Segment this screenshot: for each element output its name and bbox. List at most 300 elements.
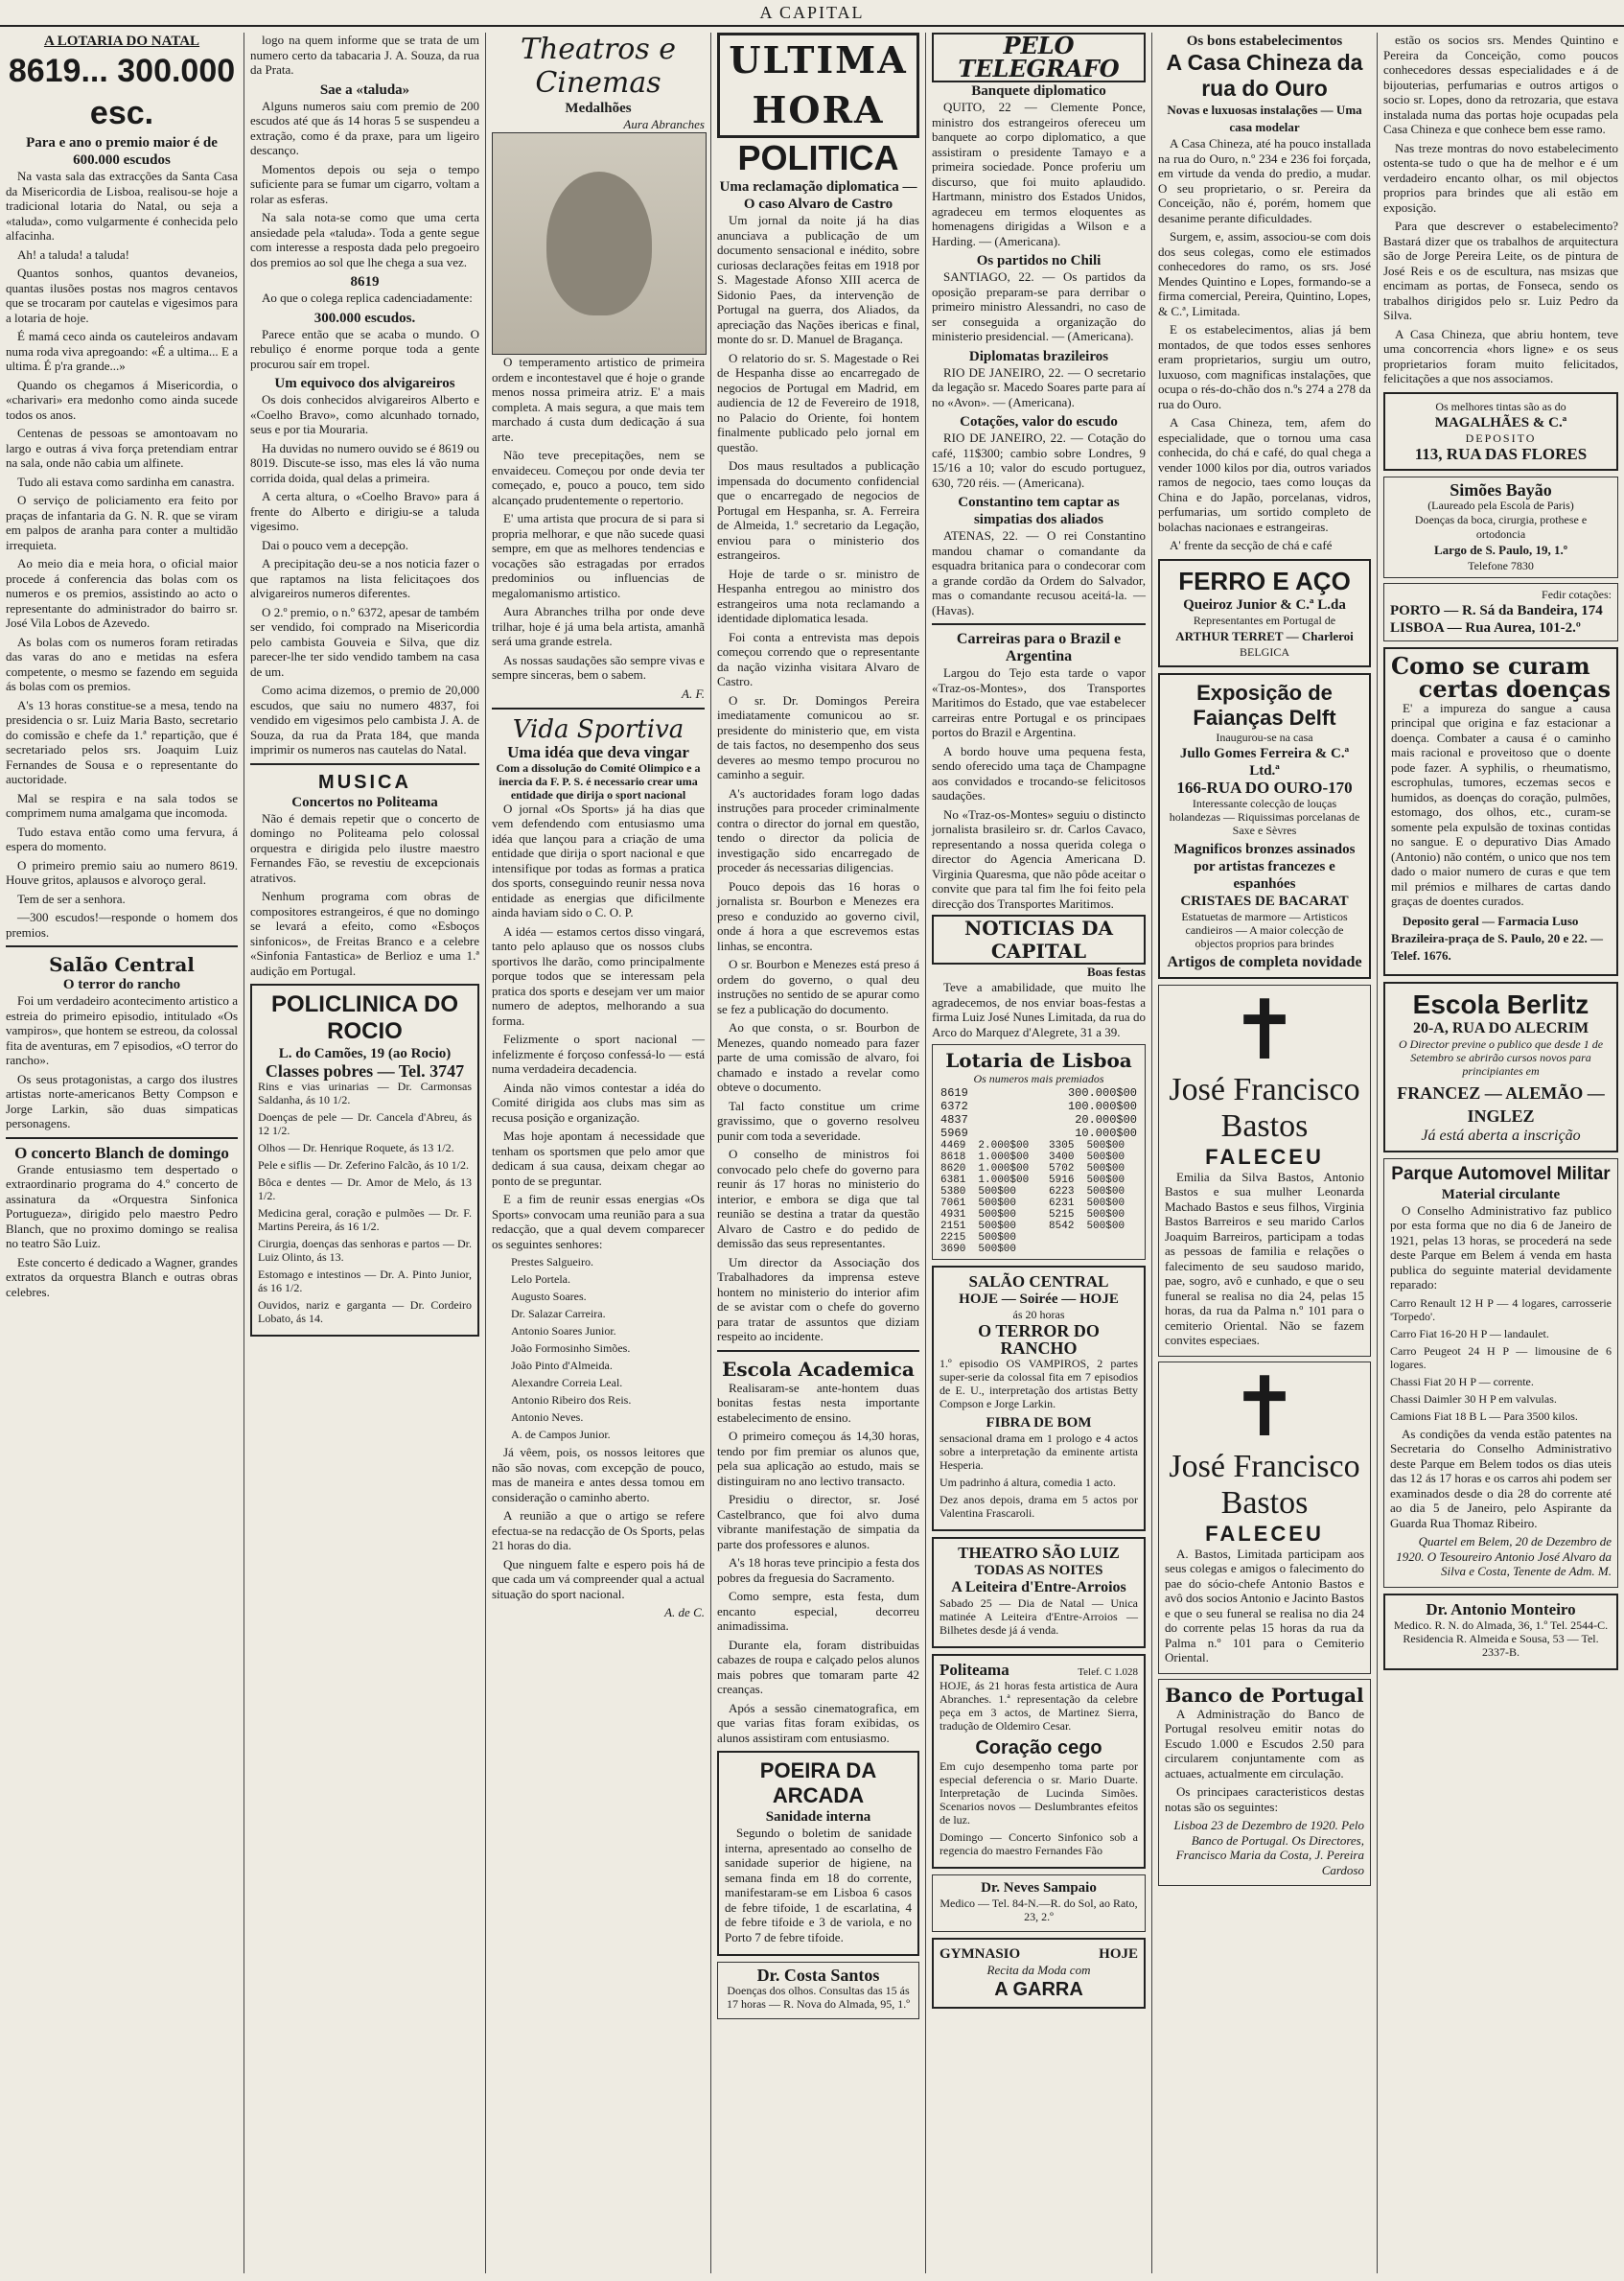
cross-icon: ✝ <box>1229 1359 1300 1455</box>
prize-amount: 10.000$00 <box>1075 1127 1137 1140</box>
paragraph: A Casa Chineza, até ha pouco installada na rua do Ouro, n.º 234 e 236 foi forçada, em virtude da venda do predio, a mudar. O seu proprietario, o sr. Pereira da Conceição, não é, porém, homem que desanime perante dificuldades. <box>1158 136 1371 225</box>
list-item: Antonio Soares Junior. <box>511 1324 616 1338</box>
berlitz-ad <box>1383 982 1618 1152</box>
sport-section-title: Vida Sportiva <box>512 714 684 744</box>
paragraph: Tudo estava então como uma fervura, á espera do momento. <box>6 824 238 853</box>
paragraph: As bolas com os numeros foram retiradas das varas do ano e metidas na esfera competente, o mesmo se fazendo em seguida ás bolas com os premios. <box>6 634 238 693</box>
prize-amount: 500$00 <box>1086 1221 1125 1232</box>
paragraph: Hoje de tarde o sr. ministro de Hespanha entregou ao ministro dos estrangeiros uma nota reclamando a identidade diplomatica lesada. <box>717 566 919 625</box>
ticket-number: 5380 <box>940 1186 966 1198</box>
film-description: sensacional drama em 1 prologo e 4 actos sobre a interpretação da eminente artista Hesperia. <box>940 1431 1138 1472</box>
section-title: MUSICA <box>318 771 411 793</box>
section-heading: Uma reclamação diplomatica — O caso Alvaro de Castro <box>719 179 917 212</box>
ticket-number: 6372 <box>940 1100 968 1113</box>
list-item: A. de Campos Junior. <box>511 1428 611 1441</box>
ad-brand: MAGALHÃES & C.ª <box>1434 414 1567 431</box>
paragraph: A's 13 horas constitue-se a mesa, tendo na presidencia o sr. Luiz Maria Basto, secretario do comissão e chefe da 1.ª repartição, que é secretariado pelos srs. Joaquim Luiz Fernandes de Sousa e o representante do auctoridade. <box>6 697 238 786</box>
ad-address: L. do Camões, 19 (ao Rocio) <box>278 1046 452 1061</box>
prize-amount: 500$00 <box>978 1209 1017 1221</box>
ferro-aco-ad <box>1158 559 1371 667</box>
section-heading: Sae a «taluda» <box>319 81 410 98</box>
prize-amount: 500$00 <box>1086 1140 1125 1152</box>
big-amount: 300.000 escudos. <box>313 310 416 326</box>
paragraph: A certa altura, o «Coelho Bravo» para á frente do Alberto e dirigiu-se a taluda vigesimo. <box>250 489 479 533</box>
noticias-banner: NOTICIAS DA CAPITAL <box>932 915 1146 965</box>
ad-title: Escola Berlitz <box>1412 989 1589 1019</box>
ad-title: Simões Bayão <box>1450 479 1552 500</box>
list-item: Augusto Soares. <box>511 1290 587 1303</box>
doctor-name: Dr. Neves Sampaio <box>981 1880 1097 1896</box>
ad-text: Artigos de completa novidade <box>1167 953 1362 970</box>
ad-text: Recita da Moda com <box>986 1963 1091 1977</box>
paragraph: Pouco depois das 16 horas o jornalista sr. Bourbon e Menezes era preso e conduzido ao governo civil, onde á hora a que escrevemos estas linhas, se encontra. <box>717 878 919 953</box>
paragraph: Os dois conhecidos alvigareiros Alberto e «Coelho Bravo», como alcunhado tornado, seus e por tia Mouraria. <box>250 392 479 436</box>
telegram-heading: Constantino tem captar as simpatias dos aliados <box>958 495 1120 527</box>
prize-amount: 20.000$00 <box>1075 1113 1137 1127</box>
big-number: 8619 <box>350 274 380 290</box>
paragraph: Ha duvidas no numero ouvido se é 8619 ou 8019. Discute-se isso, mas eles lá vão numa corrida doida, qual delas a primeira. <box>250 440 479 485</box>
ad-title: SALÃO CENTRAL <box>968 1272 1109 1291</box>
column-3 <box>486 33 710 2273</box>
ad-title: certas doenças <box>1418 674 1611 703</box>
paragraph: Surgem, e, assim, associou-se com dois dos seus colegas, como ele estimados conhecedores do ramo, os srs. José Mendes Quintino e Lopes, formando-se a firma comercial, Pereira, Quintino, Lopes, & C.ª, Limitada. <box>1158 229 1371 318</box>
paragraph: Centenas de pessoas se amontoavam no largo e outras á viva força pretendiam entrar na sala, onde não cabia um alfinete. <box>6 426 238 470</box>
portrait-photo <box>492 132 707 355</box>
telegram-heading: Os partidos no Chili <box>976 253 1102 268</box>
table-row <box>939 1221 1139 1232</box>
ad-line: Pele e siflis — Dr. Zeferino Falcão, ás 10 1/2. <box>258 1158 469 1172</box>
paragraph: No «Traz-os-Montes» seguiu o distincto jornalista brasileiro sr. dr. Carlos Cavaco, representando a nossa querida colega o director do Agencia Americana D. Virginia Quaresma, que não pôde aceitar o convite que para tal fim lhe foi feito pela direcção dos Transportes Maritimos. <box>932 806 1146 911</box>
divider <box>492 708 705 710</box>
ad-text: Já está aberta a inscrição <box>1421 1127 1581 1144</box>
ticket-number: 3690 <box>940 1244 966 1255</box>
telegram-heading: Diplomatas brazileiros <box>968 348 1109 364</box>
list-item: Lelo Portela. <box>511 1272 570 1286</box>
paragraph: Quando os chegamos á Misericordia, o «charivari» era medonho como ainda sucede todos os anos. <box>6 377 238 422</box>
column-7 <box>1378 33 1624 2273</box>
paragraph: Mas hoje apontam á necessidade que tenham os sportsmen que pelo amor que dedicam á sua causa, deixam chegar ao ponto de se preguntar. <box>492 1129 705 1188</box>
column-2 <box>244 33 485 2273</box>
paragraph: Ao que consta, o sr. Bourbon de Menezes, quando nomeado para fazer parte de uma comissão de alvaro, foi chamado e instado a revelar como obteve o documento. <box>717 1020 919 1094</box>
ad-text: Sabado 25 — Dia de Natal — Unica matinée A Leiteira d'Entre-Arroios — Bilhetes desde já á venda. <box>940 1596 1138 1637</box>
paragraph: Foi um verdadeiro acontecimento artistico a estreia do primeiro episodio, intitulado «Os vampiros», que hontem se estreou, da colossal fita de aventuras, em 7 episodios, «O terror do rancho». <box>6 993 238 1067</box>
banco-portugal-notice <box>1158 1679 1371 1887</box>
section-heading: Boas festas <box>1086 965 1146 979</box>
telegram-heading: Banquete diplomatico <box>971 83 1106 99</box>
table-row <box>939 1175 1139 1186</box>
ad-title: Exposição de Faianças Delft <box>1193 680 1336 730</box>
ad-title: THEATRO SÃO LUIZ <box>958 1544 1120 1562</box>
prize-amount: 500$00 <box>978 1232 1017 1244</box>
ad-phone: Classes pobres — Tel. 3747 <box>265 1061 465 1081</box>
ticket-number: 8542 <box>1049 1221 1075 1232</box>
paragraph: É mamá ceco ainda os cauteleiros andavam numa roda viva apregoando: «É a ultima... E a ultima. É p'ra grande...» <box>6 329 238 373</box>
prize-amount: 500$00 <box>1086 1163 1125 1175</box>
doctor-details: Medico. R. N. do Almada, 36, 1.º Tel. 2544-C. Residencia R. Almeida e Sousa, 53 — Tel. 2337-B. <box>1393 1618 1609 1659</box>
paragraph: O primeiro premio saiu ao numero 8619. Houve gritos, aplausos e alvoroço geral. <box>6 857 238 887</box>
ultima-hora-banner: ULTIMA HORA <box>717 33 919 138</box>
parque-automovel-notice <box>1383 1158 1618 1588</box>
paragraph: Mal se respira e na sala todos se comprimem numa amalgama que incomoda. <box>6 790 238 820</box>
ad-text: Inaugurou-se na casa <box>1216 730 1313 744</box>
ad-address: LISBOA — Rua Aurea, 101-2.º <box>1390 619 1581 636</box>
masthead <box>0 0 1624 27</box>
list-item: Antonio Neves. <box>511 1410 584 1424</box>
ad-title: FERRO E AÇO <box>1178 566 1351 595</box>
prize-amount: 500$00 <box>1086 1152 1125 1163</box>
paragraph: Largou do Tejo esta tarde o vapor «Traz-os-Montes», dos Transportes Maritimos do Estado, que vae estabelecer carreiras entre Portugal e os principaes portos do Brazil e Argentina. <box>932 665 1146 739</box>
ticket-number: 4469 <box>940 1140 966 1152</box>
ticket-number: 2215 <box>940 1232 966 1244</box>
politica-title: POLITICA <box>737 138 899 177</box>
ad-title: POLICLINICA DO ROCIO <box>270 991 459 1044</box>
prize-amount: 500$00 <box>978 1244 1017 1255</box>
paragraph: RIO DE JANEIRO, 22. — Cotação do café, 11$300; cambio sobre Londres, 9 15/16 a 10; valor do escudo portuguez, 630, 720 réis. — (Americana). <box>932 431 1146 490</box>
paragraph: A Administração do Banco de Portugal resolveu emitir notas do Escudo 1.000 e Escudos 2.50 para circularem conjuntamente com as actuaes, actualmente em circulação. <box>1165 1706 1364 1781</box>
ad-languages: FRANCEZ — ALEMÃO — INGLEZ <box>1397 1082 1605 1126</box>
lottery-title: Lotaria de Lisboa <box>945 1049 1132 1072</box>
box-title: POEIRA DA ARCADA <box>759 1758 877 1807</box>
ad-title: GYMNASIO <box>940 1946 1021 1962</box>
prize-amount: 100.000$00 <box>1067 1100 1137 1113</box>
ad-address: Largo de S. Paulo, 19, 1.º <box>1434 542 1567 557</box>
signature: Lisboa 23 de Dezembro de 1920. Pelo Banco de Portugal. Os Directores, Francisco Maria da Costa, J. Pereira Cardoso <box>1173 1818 1364 1877</box>
magalhaes-ad <box>1383 392 1618 471</box>
section-subheading: Com a dissolução do Comité Olimpico e a inercia da F. P. S. é necessario crear uma entidade que dirija o sport nacional <box>496 760 701 802</box>
paragraph: A Casa Chineza, que abriu hontem, teve uma concorrencia «hors ligne» e os seus proprietarios foram muito felicitados, felicitações a que nos associamos. <box>1383 326 1618 385</box>
paragraph: SANTIAGO, 22. — Os partidos da oposição preparam-se para derribar o primeiro ministro Alessandri, no caso de ser conseguida a organização do ministerio presidencial. — (Americana). <box>932 269 1146 343</box>
ticket-number: 8620 <box>940 1163 966 1175</box>
lottery-results <box>932 1044 1146 1260</box>
ad-text: Fedir cotações: <box>1542 587 1612 601</box>
ad-address: 166-RUA DO OURO-170 <box>1176 778 1353 797</box>
play-title: A GARRA <box>994 1979 1083 2000</box>
paragraph: A. Bastos, Limitada participam aos seus colegas e amigos o falecimento do pae do sócio-chefe Antonio Bastos e avô dos socios Antonio e Jacinto Bastos e que o seu funeral se realisa no dia 24 do corrente pelas 15 horas da rua da Palma n.º 101 para o Cemiterio Oriental. <box>1165 1546 1364 1664</box>
paragraph: E' a impureza do sangue a causa principal que origina e faz estacionar a doença. Combater a causa é o caminho mais racional e proveitoso que o doente pode fazer. A syphilis, o rheumatismo, escrophulas, tumores, eczemas secos e humidos, as doenças do coração, pulmões, estomago, dos olhos, etc., curam-se somente pela expulsão de toxinas contidas no sangue. E o depurativo Dias Amado (Antonio) não contém, o unico que nos tem dado o maior numero de curas e que tem mil prémios e milhares de cartas dando graças de doentes curados. <box>1391 700 1611 908</box>
table-row <box>939 1100 1139 1113</box>
obituary <box>1158 982 1371 1357</box>
ticket-number: 6223 <box>1049 1186 1075 1198</box>
ticket-number: 4837 <box>940 1113 968 1127</box>
ticket-number: 6381 <box>940 1175 966 1186</box>
ad-line: Medicina geral, coração e pulmões — Dr. F. Martins Pereira, ás 16 1/2. <box>258 1206 472 1233</box>
ad-address: 113, RUA DAS FLORES <box>1414 444 1588 463</box>
prize-amount: 2.000$00 <box>978 1140 1030 1152</box>
ad-address: 20-A, RUA DO ALECRIM <box>1412 1019 1589 1036</box>
theatre-subtitle: Medalhões <box>565 101 632 116</box>
ad-title: Como se curam <box>1391 651 1590 680</box>
paragraph: Aura Abranches trilha por onde deve trilhar, hoje é já uma bela artista, amanhã será uma grande estrela. <box>492 604 705 648</box>
obituary-heading: FALECEU <box>1205 1144 1324 1169</box>
bayao-ad <box>1383 477 1618 578</box>
divider <box>6 945 238 947</box>
paragraph: A reunião a que o artigo se refere efectua-se na redacção de Os Sports, pelas 21 horas do dia. <box>492 1508 705 1552</box>
doctor-details: Medico — Tel. 84-N.—R. do Sol, ao Rato, 23, 2.º <box>940 1897 1138 1923</box>
paragraph: Alguns numeros saiu com premio de 200 escudos até que ás 14 horas 5 se suspendeu a extração, como é da praxe, para um ligeiro descanço. <box>250 98 479 157</box>
paragraph: O relatorio do sr. S. Magestade o Rei de Hespanha disse ao encarregado de negocios de Portugal em Madrid, em audiencia de 12 de Fevereiro de 1918, no Palacio do Oriente, foi hontem finalmente publicado pelo jornal em questão. <box>717 350 919 454</box>
ticket-number: 3305 <box>1049 1140 1075 1152</box>
paragraph: Foi conta a entrevista mas depois começou correndo que o representante da nação vizinha visitara Alvaro de Castro. <box>717 629 919 688</box>
paragraph: Parece então que se acaba o mundo. O rebuliço é enorme porque toda a gente procurou saír em tropel. <box>250 326 479 371</box>
ad-line: Doenças de pele — Dr. Cancela d'Abreu, ás 12 1/2. <box>258 1110 472 1137</box>
notice-subtitle: Material circulante <box>1441 1186 1561 1202</box>
ad-brand: ARTHUR TERRET — Charleroi <box>1175 628 1354 643</box>
paragraph: A Casa Chineza, tem, afem do especialidade, que o tornou uma casa conhecida, do chá e café, do qual chega a vender 1000 kilos por dia, outros variados ramos de negocio, taes como louças da China e do Japão, porcelanas, vidros, perfumarias, um sortido completo de bolachas nacionaes e estrangeiras. <box>1158 415 1371 534</box>
divider <box>717 1350 919 1352</box>
prize-amount: 1.000$00 <box>978 1163 1030 1175</box>
column-5 <box>926 33 1151 2273</box>
table-row <box>939 1086 1139 1100</box>
ticket-number: 7061 <box>940 1198 966 1209</box>
paragraph: Quantos sonhos, quantos devaneios, quantas ilusões postas nos magros centavos que se trocaram por cautelas e vigesimos para a lotaria de hoje. <box>6 266 238 325</box>
ad-text: HOJE, ás 21 horas festa artistica de Aura Abranches. 1.ª representação da celebre peça em 3 actos, de Martinez Sierra, tradução de Oldemiro Cesar. <box>940 1679 1138 1733</box>
obituary <box>1158 1359 1371 1674</box>
prize-amount: 500$00 <box>978 1221 1017 1232</box>
prize-amount: 500$00 <box>978 1186 1017 1198</box>
paragraph: A's 18 horas teve principio a festa dos pobres da freguesia do Sacramento. <box>717 1555 919 1585</box>
prize-amount: 500$00 <box>1086 1186 1125 1198</box>
paragraph: ATENAS, 22. — O rei Constantino mandou chamar o comandante da esquadra britanica para o condecorar com a grande cordão da Ordem do Salvador, mas o comandante recusou aceitá-la. — (Havas). <box>932 528 1146 617</box>
monteiro-ad <box>1383 1594 1618 1670</box>
ad-title: Politeama <box>940 1661 1009 1679</box>
paragraph: logo na quem informe que se trata de um numero certo da tabacaria J. A. Souza, da rua da Prata. <box>250 33 479 77</box>
ad-line: Olhos — Dr. Henrique Roquete, ás 13 1/2. <box>258 1141 454 1154</box>
list-item: Dr. Salazar Carreira. <box>511 1307 606 1320</box>
paragraph: O jornal «Os Sports» já ha dias que vem defendendo com entusiasmo uma idéa que lançou para a criação de uma entidade que dirija o sport nacional e que intensifique por todas as formas a pratica dos sports, conseguindo reunir nessa nova entidade as energias que dificilmente ainda haviam sido o C. O. P. <box>492 801 705 919</box>
paragraph: Tudo ali estava como sardinha em canastra. <box>17 474 235 489</box>
paragraph: Como sempre, esta festa, dum encanto especial, decorreu animadissima. <box>717 1589 919 1633</box>
paragraph: O conselho de ministros foi convocado pelo chefe do governo para reunir ás 17 horas no ministerio do interior, e embora se diga que tal reunião se destina a tratar da questão Alvaro de Castro e do pedido de demissão das seus representantes. <box>717 1147 919 1250</box>
doctor-details: Doenças dos olhos. Consultas das 15 ás 17 horas — R. Nova do Almada, 95, 1.º <box>726 1984 911 2011</box>
paragraph: A bordo houve uma pequena festa, sendo oferecido uma taça de Champagne aos convidados e trocando-se felicitosos saudações. <box>932 743 1146 803</box>
paragraph: Segundo o boletim de sanidade interna, apresentado ao conselho de sanidade superior de higiene, na semana finda em 18 do corrente, manifestaram-se em Lisboa 6 casos de febre tifoide, 1 de escarlatina, 4 de febre tifoide e 3 de variola, e no Porto 7 de febre tifoide. <box>725 1826 912 1944</box>
ad-line: Bôca e dentes — Dr. Amor de Melo, ás 13 1/2. <box>258 1175 472 1202</box>
invitee-list <box>492 1255 705 1441</box>
list-item: João Pinto d'Almeida. <box>511 1359 613 1372</box>
paragraph: Para que descrever o estabelecimento? Bastará dizer que os trabalhos de arquitectura são de Jorge Pereira Leite, os de pintura de José Reis e os de escultura, nas msizas que encimam as portas, de Fonseca, sendo os trabalhos dirigidos pelo sr. Luiz Pedro da Silva. <box>1383 219 1618 322</box>
ad-firm: Queiroz Junior & C.ª L.da <box>1183 596 1346 613</box>
signature: A. F. <box>682 686 705 701</box>
paragraph: O serviço de policiamento era feito por praças de infantaria da G. N. R. que se viram em palpos de aranha para conter a multidão irrequieta. <box>6 493 238 552</box>
table-row <box>939 1140 1139 1152</box>
deceased-name: José Francisco <box>1169 1071 1360 1107</box>
section-subtitle: O terror do rancho <box>62 977 181 992</box>
play-title: A Leiteira d'Entre-Arroios <box>951 1579 1126 1595</box>
prize-amount: 500$00 <box>978 1198 1017 1209</box>
obituary-heading: FALECEU <box>1205 1521 1324 1546</box>
film-title: O TERROR DO RANCHO <box>978 1321 1100 1358</box>
paragraph: O temperamento artistico de primeira ordem e incontestavel que é hoje o grande menos nossa primeira atriz. E' a mais completa. A mais segura, a que mais tem marchado á custa dum dedicação á sua arte. <box>492 355 705 444</box>
paragraph: Na vasta sala das extracções da Santa Casa da Misericordia de Lisboa, realisou-se hoje a tradicional lotaria do Natal, ou seja a «taluda», como vulgarmente é conhecida pelo alfacinha. <box>6 169 238 243</box>
paragraph: Após a sessão cinematografica, em que varias fitas foram exibidas, os alunos assistiram com entusiasmo. <box>717 1700 919 1745</box>
section-heading: Uma idéa que deva vingar <box>507 742 689 761</box>
deceased-name: Bastos <box>1220 1107 1309 1144</box>
ticket-number: 6231 <box>1049 1198 1075 1209</box>
telegram-heading: Cotações, valor do escudo <box>960 414 1118 430</box>
paragraph: O Conselho Administrativo faz publico por esta forma que no dia 6 de Janeiro de 1921, pelas 13 horas, se procederá na sede deste Parque em Belem á venda em hasta publica do seguinte material devidamente reparado: <box>1390 1202 1612 1292</box>
paragraph: Grande entusiasmo tem despertado o extraordinario programa do 4.º concerto de assinatura da «Orquestra Sinfonica Portugueza», dirigido pelo maestro Pedro Blanch, que no proximo domingo se realisa no teatro São Luiz. <box>6 1161 238 1250</box>
notice-title: Parque Automovel Militar <box>1391 1163 1611 1184</box>
divider <box>250 763 479 765</box>
deceased-name: José Francisco <box>1169 1448 1360 1484</box>
ticket-number: 8618 <box>940 1152 966 1163</box>
kicker: A LOTARIA DO NATAL <box>43 34 200 49</box>
doctor-name: Dr. Costa Santos <box>756 1966 880 1985</box>
ad-firm: Jullo Gomes Ferreira & C.ª Ltd.ª <box>1179 745 1350 779</box>
list-item: Antonio Ribeiro dos Reis. <box>511 1393 632 1407</box>
ticket-number: 5916 <box>1049 1175 1075 1186</box>
paragraph: O sr. Bourbon e Menezes está preso á ordem do governo, o qual deu instruções no sentido de se apurar como se fez a publicação do documento. <box>717 957 919 1016</box>
paragraph: Ao que o colega replica cadenciadamente: <box>262 291 473 305</box>
signature: Quartel em Belem, 20 de Dezembro de 1920. O Tesoureiro Antonio José Alvaro da Silva e Costa, Tenente de Adm. M. <box>1396 1534 1612 1578</box>
theatre-subject: Aura Abranches <box>623 117 705 131</box>
film-description: Dez anos depois, drama em 5 actos por Valentina Frascaroli. <box>940 1493 1138 1520</box>
ad-time: ás 20 horas <box>1012 1308 1065 1321</box>
ad-country: BELGICA <box>1240 644 1289 659</box>
ticket-number: 3400 <box>1049 1152 1075 1163</box>
paragraph: E a fim de reunir essas energias «Os Sports» convocam uma reunião para a sua redacção, que a qual devem comparecer os seguintes senhores: <box>492 1192 705 1251</box>
notice-title: Banco de Portugal <box>1165 1683 1364 1707</box>
column-1 <box>0 33 244 2273</box>
section-title: A Casa Chineza da rua do Ouro <box>1166 50 1363 101</box>
table-row <box>939 1186 1139 1198</box>
section-subtitle: Novas e luxuosas instalações — Uma casa modelar <box>1167 103 1362 134</box>
ad-text: O Director previne o publico que desde 1 de Setembro se abrirão cursos novos para principiantes em <box>1398 1036 1604 1078</box>
paragraph: Os principaes caracteristicos destas notas são os seguintes: <box>1165 1784 1364 1814</box>
kicker: Os bons estabelecimentos <box>1186 34 1343 49</box>
paragraph: A precipitação deu-se a nos noticia fazer o que raptamos na lista felicitaçoes dos alvigareiros numeros diferentes. <box>250 556 479 600</box>
paragraph: —300 escudos!—responde o homem dos premios. <box>6 910 238 940</box>
ad-text: Magnificos bronzes assinados por artistas francezes e espanhóes <box>1173 841 1356 892</box>
ad-address: PORTO — R. Sá da Bandeira, 174 <box>1390 602 1603 618</box>
ticket-number: 2151 <box>940 1221 966 1232</box>
paragraph: Realisaram-se ante-hontem duas bonitas festas nesta importante estabelecimento de ensino. <box>717 1380 919 1425</box>
paragraph: Tal facto constitue um crime gravissimo, que o governo resolveu punir com toda a severidade. <box>717 1098 919 1143</box>
subheadline: Para e ano o premio maior é de 600.000 escudos <box>26 135 218 168</box>
paragraph: A idéa — estamos certos disso vingará, tanto pelo aplauso que os nossos clubs sportivos lhe darão, como principalmente porque todos que se interessam pela pratica dos sports e desejam ver um maior numero de adeptos, melhorando a sua forma. <box>492 923 705 1028</box>
ad-text: Em cujo desempenho toma parte por especial deferencia o sr. Mario Duarte. Interpretação de Lucinda Simões. Scenarios novos — Deslumbrantes efeitos de luz. <box>940 1759 1138 1827</box>
delft-ad <box>1158 673 1371 979</box>
ad-text: Doenças da boca, cirurgia, prothese e ortodoncia <box>1414 512 1588 541</box>
portrait-face <box>546 172 652 315</box>
ticket-number: 5969 <box>940 1127 968 1140</box>
section-title: O concerto Blanch de domingo <box>14 1143 229 1162</box>
sao-luiz-ad <box>932 1537 1146 1648</box>
paragraph: Felizmente o sport nacional — infelizmente é forçoso confessá-lo — está numa verdadeira decadencia. <box>492 1032 705 1076</box>
section-subtitle: Concertos no Politeama <box>291 794 438 810</box>
list-item: Chassi Daimler 30 H P em valvulas. <box>1390 1391 1557 1406</box>
paragraph: As condições da venda estão patentes na Secretaria do Conselho Administrativo deste Parque em Belem todos os dias uteis das 12 ás 17 horas e os carros ahi podem ser examinados desde o dia 28 do corrente até ao dia 5 de Janeiro, pelo Aspirante da Guarda Rua Thomaz Ribeiro. <box>1390 1426 1612 1530</box>
neves-sampaio-ad <box>932 1874 1146 1932</box>
paragraph: Não teve precepitações, nem se envaideceu. Começou por onde devia ter começado, e, pouco a pouco, tem sido alcançado prudentemente o repertorio. <box>492 448 705 507</box>
paragraph: Teve a amabilidade, que muito lhe agradecemos, de nos enviar boas-festas a firma Luiz José Nunes Limitada, da rua do Arco do Marquez d'Alegrete, 31 a 39. <box>932 980 1146 1039</box>
paragraph: Dai o pouco vem a decepção. <box>262 537 409 552</box>
deceased-name: Bastos <box>1220 1484 1309 1521</box>
paragraph: Que ninguem falte e espero pois há de que cada um vá compreender qual a actual situação do sport nacional. <box>492 1556 705 1601</box>
paragraph: Como acima dizemos, o premio de 20,000 escudos, que saiu no numero 4837, foi vendido em vigesimos pelo cambista J. A. de Souza, da rua da Prata 184, que manda imprimir os numeros nas cautelas do Natal. <box>250 683 479 756</box>
paragraph: Momentos depois ou seja o tempo suficiente para se fumar um cigarro, voltam a rolar as esferas. <box>250 161 479 206</box>
paragraph: Não é demais repetir que o concerto de domingo no Politeama pelo colossal orquestra e dirigida pelo ilustre maestro Fernandes Fão, se revestiu de excepcionais atrativos. <box>250 810 479 885</box>
poeira-arcada-box <box>717 1751 919 1956</box>
paragraph: Ainda não vimos contestar a idéa do Comité dirigida aos clubs mas sim as recusa posição e organização. <box>492 1080 705 1125</box>
section-title: Escola Academica <box>722 1357 915 1381</box>
paragraph: Presidiu o director, sr. José Castelbranco, que foi alvo duma vibrante manifestação de simpatia da parte dos professores e alunos. <box>717 1492 919 1551</box>
ad-text: Deposito geral — Farmacia Luso Brazileira-praça de S. Paulo, 20 e 22. — Telef. 1676. <box>1391 913 1603 963</box>
paragraph: estão os socios srs. Mendes Quintino e Pereira da Conceição, como poucos conhecedores dessas especialidades e á de bijouterias, perfumarias e outros artigos o socio sr. Lopes, dono da retrozaria, que estava instalada numa das portas hoje ocupadas pela Casa Chineza e que conhece bem esse ramo. <box>1383 33 1618 136</box>
paragraph: Ao meio dia e meia hora, o oficial maior procede á conferencia das bolas com os numeros e os premios, assistindo ao acto o representante do administrador do bairro sr. José Vila Lobos de Azevedo. <box>6 556 238 630</box>
paragraph: O primeiro começou ás 14,30 horas, tendo por fim premiar os alunos que, pela sua aplicação ao estudo, mais se distinguiram no ano lectivo transacto. <box>717 1429 919 1488</box>
ad-text: Representantes em Portugal de <box>1193 613 1336 627</box>
telegraph-title: PELO TELEGRAFO <box>932 33 1146 82</box>
list-item: Alexandre Correia Leal. <box>511 1376 623 1389</box>
cross-icon: ✝ <box>1229 982 1300 1079</box>
paragraph: Nenhum programa com obras de compositores estrangeiros, é que no domingo se levará a efeito, como «Esboços sinfonicos», de Freitas Branco e a celebre «Sinfonia Fantastica» de Berlioz e uma 1.ª audição em Portugal. <box>250 889 479 978</box>
paragraph: O 2.º premio, o n.º 6372, apesar de também ser vendido, foi comprado na Misericordia pelo cambista Gouveia e Silva, que diz parecer-lhe ter sido vendido tambem na casa de um. <box>250 604 479 679</box>
table-row <box>939 1163 1139 1175</box>
paragraph: A's auctoridades foram logo dadas instruções para proceder criminalmente contra o director do jornal em questão, tendo o director da policia de investigação sido encarregado de proceder ás necessarias diligencias. <box>717 785 919 874</box>
paragraph: E os estabelecimentos, alias já bem montados, de que todos esses senhores eram proprietarios, surgiu um outro, luxuoso, com magnificas instalações, que ocupa o rés-do-chão dos n.ºs 274 a 278 da rua do Ouro. <box>1158 322 1371 411</box>
table-row <box>939 1152 1139 1163</box>
ad-text: Domingo — Concerto Sinfonico sob a regencia do maestro Fernandes Fão <box>940 1830 1138 1857</box>
list-item: João Formosinho Simões. <box>511 1341 631 1355</box>
film-description: Um padrinho á altura, comedia 1 acto. <box>940 1476 1116 1489</box>
prize-amount: 1.000$00 <box>978 1152 1030 1163</box>
masthead-title: A CAPITAL <box>759 2 865 22</box>
ticket-number: 5702 <box>1049 1163 1075 1175</box>
paragraph: Dos maus resultados a publicação impensada do documento confidencial que o encarregado de negocios de Portugal em Hespanha, sr. A. Ferreira de Almeida, 1.º secretario da Legação, enviou para o ministerio dos estrangeiros. <box>717 458 919 562</box>
list-item: Carro Peugeot 24 H P — limousine de 6 logares. <box>1390 1343 1612 1371</box>
ad-text: CRISTAES DE BACARAT <box>1180 893 1349 909</box>
ad-line: Cirurgia, doenças das senhoras e partos — Dr. Luiz Olinto, ás 13. <box>258 1237 472 1264</box>
ad-line: Estomago e intestinos — Dr. A. Pinto Junior, ás 16 1/2. <box>258 1268 472 1294</box>
headline: 8619... 300.000 esc. <box>8 53 236 131</box>
paragraph: E' uma artista que procura de si para si propria melhorar, e que não sucede quasi sempre, em que as melhores tendencias e vocações são estragadas por errados predominios ou influencias de megalomanismo artistico. <box>492 511 705 600</box>
prize-amount: 1.000$00 <box>978 1175 1030 1186</box>
ad-text: Os melhores tintas são as do <box>1435 399 1566 413</box>
paragraph: Um director da Associação dos Trabalhadores da imprensa esteve hontem no ministerio do interior afim de se avistar com o chefe do governo para tratar de assuntos que diziam respeito ao incidente. <box>717 1254 919 1343</box>
column-6 <box>1152 33 1377 2273</box>
ferro-aco-addresses <box>1383 583 1618 641</box>
politeama-ad <box>932 1654 1146 1869</box>
ad-subtitle: HOJE <box>1099 1946 1138 1962</box>
paragraph: Nas treze montras do novo estabelecimento ostenta-se tudo o que ha de melhor e é um verdadeiro encanto olhar, os mil objectos proprios para brindes que ali estão em exposição. <box>1383 140 1618 215</box>
ad-line: Rins e vias urinarias — Dr. Carmonsas Saldanha, ás 10 1/2. <box>258 1080 472 1106</box>
lottery-subtitle: Os numeros mais premiados <box>973 1072 1104 1085</box>
salao-central-ad <box>932 1266 1146 1531</box>
paragraph: QUITO, 22 — Clemente Ponce, ministro dos estrangeiros ofereceu um banquete ao corpo diplomatico, a que assistiram o presidente Tamayo e a primeira sociedade. Ponce proferiu um discurso, que foi muito aplaudido. Hartmann, ministro dos Estados Unidos, agradeceu em termos eloquentes as homenagens dirigidas a Wilson e a Harding. — (Americana). <box>932 100 1146 248</box>
ad-text: Interessante colecção de louças holandezas — Riquissimas porcelanas de Saxe e Sèvres <box>1169 796 1360 837</box>
play-title: Coração cego <box>975 1737 1102 1758</box>
list-item: Carro Fiat 16-20 H P — landaulet. <box>1390 1326 1549 1340</box>
prize-amount: 300.000$00 <box>1067 1086 1137 1100</box>
paragraph: Um jornal da noite já ha dias anunciava a publicação de um documento sensacional e inédito, sobre curiosas declarações feitas em 1918 por S. Magestade Afonso XIII acerca de Sidonio Paes, da intervenção de Portugal na guerra, dos Aliados, da apreciação das Nações ibericas e final, monte do sr. D. Manuel de Bragança. <box>717 213 919 346</box>
paragraph: Já vêem, pois, os nossos leitores que não são novas, com excepção de pouco, mas de maneira e antes dessa tomou em consideração o caminho aberto. <box>492 1445 705 1504</box>
section-heading: Carreiras para o Brazil e Argentina <box>956 631 1122 664</box>
prize-amount: 500$00 <box>1086 1209 1125 1221</box>
top-prizes-table <box>939 1086 1139 1140</box>
ticket-number: 4931 <box>940 1209 966 1221</box>
paragraph: Ah! a taluda! a taluda! <box>17 246 129 262</box>
divider <box>932 623 1146 625</box>
box-subtitle: Sanidade interna <box>765 1809 871 1825</box>
film-description: 1.º episodio OS VAMPIROS, 2 partes super-serie da colossal fita em 7 episodios de E. U., interpretação dos artistas Betty Compson e Jorge Larkin. <box>940 1357 1138 1410</box>
column-4 <box>711 33 925 2273</box>
table-row <box>939 1232 1139 1244</box>
ticket-number: 8619 <box>940 1086 968 1100</box>
prize-amount: 500$00 <box>1086 1175 1125 1186</box>
gymnasio-ad <box>932 1938 1146 2009</box>
table-row <box>939 1113 1139 1127</box>
